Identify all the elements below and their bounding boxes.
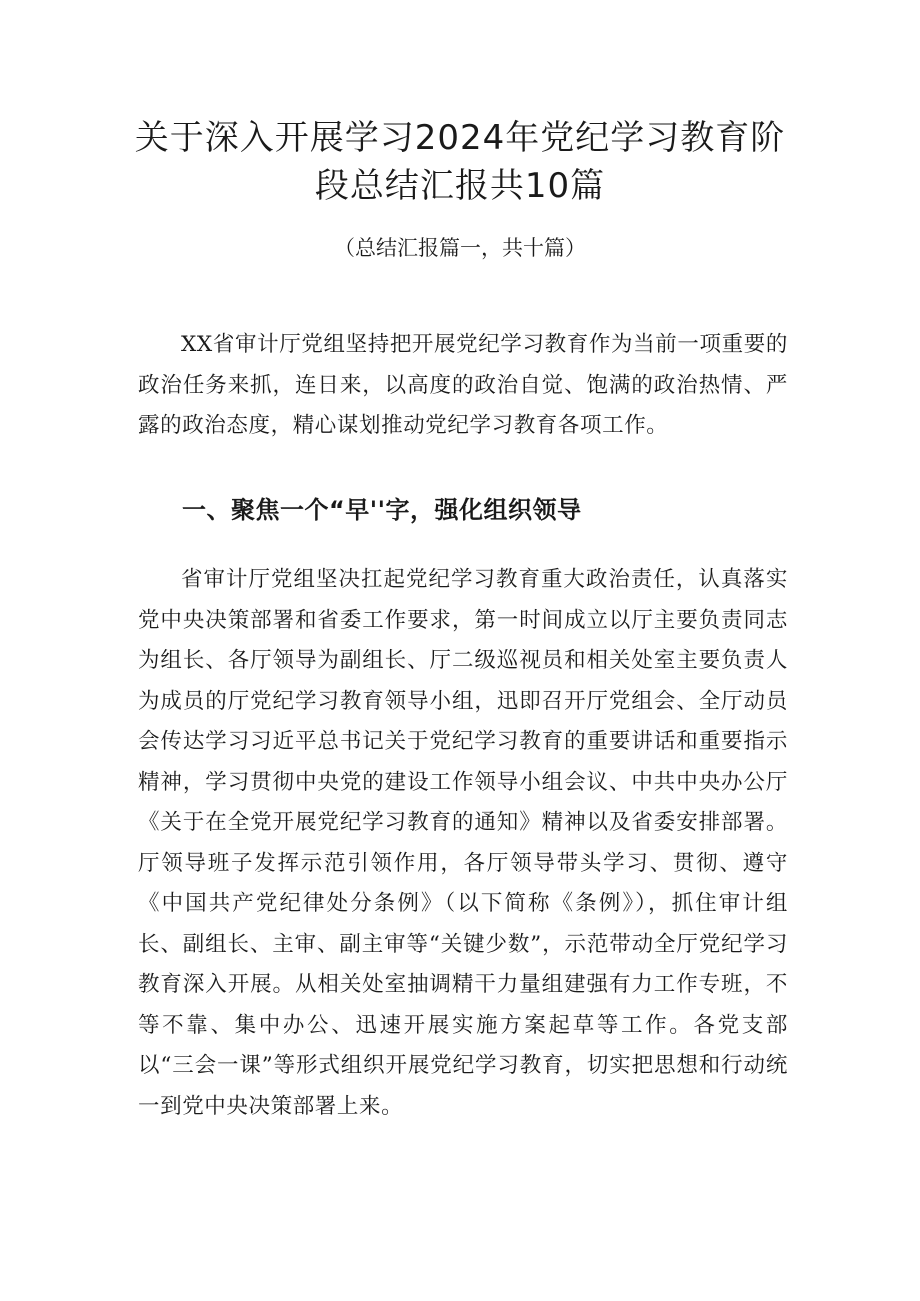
document-title-line-2: 段总结汇报共10篇 (314, 166, 606, 206)
section-heading-1: 一、聚焦一个“早''字，强化组织领导 (182, 496, 582, 524)
document-subtitle: （总结汇报篇一，共十篇） (334, 236, 586, 260)
document-title-line-1: 关于深入开展学习2024年党纪学习教育阶 (134, 118, 786, 158)
paragraph-section-1: 省审计厅党组坚决扛起党纪学习教育重大政治责任，认真落实党中央决策部署和省委工作要求，第一时间成立以厅主要负责同志为组长、各厅领导为副组长、厅二级巡视员和相关处室主要负责人为成员的厅党纪学习教育领导小组，迅即召开厅党组会、全厅动员会传达学习习近平总书记关于党纪学习教育的重要讲话和重要指示精神，学习贯彻中央党的建设工作领导小组会议、中共中央办公厅《关于在全党开展党纪学习教育的通知》精神以及省委安排部署。厅领导班子发挥示范引领作用，各厅领导带头学习、贯彻、遵守《中国共产党纪律处分条例》（以下简称《条例》），抓住审计组长、副组长、主审、副主审等“关键少数”，示范带动全厅党纪学习教育深入开展。从相关处室抽调精干力量组建强有力工作专班，不等不靠、集中办公、迅速开展实施方案起草等工作。各党支部以“三会一课”等形式组织开展党纪学习教育，切实把思想和行动统一到党中央决策部署上来。 (138, 567, 788, 1119)
paragraph-intro: XX省审计厅党组坚持把开展党纪学习教育作为当前一项重要的政治任务来抓，连日来，以高度的政治自觉、饱满的政治热情、严露的政治态度，精心谋划推动党纪学习教育各项工作。 (138, 332, 788, 438)
